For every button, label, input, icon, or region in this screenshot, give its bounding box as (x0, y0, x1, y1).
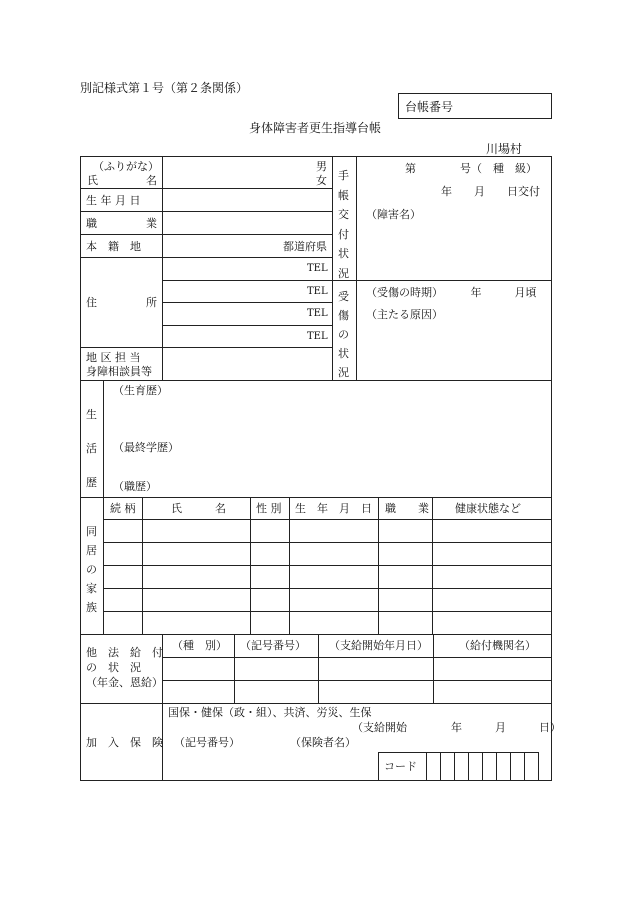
domicile-label: 本 籍 地 (86, 240, 141, 253)
family-label: 同居の家族 (86, 525, 97, 614)
family-col-name: 氏 名 (171, 502, 226, 515)
name-label-1: 氏 (87, 174, 98, 187)
prefecture-suffix: 都道府県 (283, 240, 327, 253)
injury-cause: （主たる原因） (366, 308, 443, 321)
occupation-label-1: 職 (86, 217, 97, 230)
ledger-number-label: 台帳番号 (405, 100, 454, 114)
insurance-start: （支給開始 年 月 日） (352, 721, 561, 734)
page-title: 身体障害者更生指導台帳 (249, 121, 382, 135)
benefits-col-type: （種 別） (172, 639, 227, 652)
benefits-col-agency: （給付機関名） (459, 639, 536, 652)
sex-female: 女 (316, 174, 327, 187)
work-history: （職歴） (113, 480, 157, 493)
insurance-label: 加 入 保 険 (86, 736, 163, 749)
dob-label: 生 年 月 日 (86, 194, 141, 207)
family-col-sex: 性 別 (256, 502, 282, 515)
benefits-col-symbol: （記号番号） (240, 639, 306, 652)
sex-male: 男 (316, 160, 327, 173)
insurance-code-label: コード (384, 760, 417, 773)
family-col-health: 健康状態など (455, 502, 521, 515)
occupation-label-2: 業 (146, 217, 157, 230)
injury-time: （受傷の時期） 年 月頃 (366, 286, 537, 299)
handbook-number: 第 号（ 種 級） (405, 162, 537, 175)
form-id: 別記様式第１号（第２条関係） (80, 81, 249, 95)
benefits-label-1: 他 法 給 付 (86, 646, 163, 659)
disability-name-label: （障害名） (366, 208, 421, 221)
village-name: 川場村 (486, 142, 523, 156)
handbook-issue-date: 年 月 日交付 (441, 185, 540, 198)
family-col-relation: 続 柄 (110, 502, 136, 515)
counselor-label-2: 身障相談員等 (86, 365, 152, 378)
tel-label: TEL (307, 331, 328, 342)
insurance-insurer: （保険者名） (290, 736, 356, 749)
family-col-occupation: 職 業 (385, 502, 429, 515)
insurance-symbol: （記号番号） (174, 736, 240, 749)
counselor-label-1: 地 区 担 当 (86, 351, 141, 364)
tel-label: TEL (307, 286, 328, 297)
benefits-col-start: （支給開始年月日） (329, 639, 428, 652)
tel-label: TEL (307, 263, 328, 274)
injury-label: 受傷の状況 (338, 290, 349, 379)
address-label-2: 所 (146, 296, 157, 309)
tel-label: TEL (307, 308, 328, 319)
address-label-1: 住 (86, 296, 97, 309)
history-label: 生活歴 (86, 408, 97, 489)
family-col-dob: 生 年 月 日 (295, 502, 372, 515)
benefits-label-3: （年金、恩給） (86, 676, 163, 689)
benefits-label-2: の 状 況 (86, 661, 141, 674)
insurance-types: 国保・健保（政・組）、共済、労災、生保 (168, 706, 372, 719)
furigana-label: （ふりがな） (93, 160, 159, 173)
name-label-2: 名 (146, 174, 157, 187)
education-history: （最終学歴） (113, 441, 179, 454)
handbook-label: 手帳交付状況 (338, 169, 349, 280)
growth-history: （生育歴） (113, 384, 168, 397)
